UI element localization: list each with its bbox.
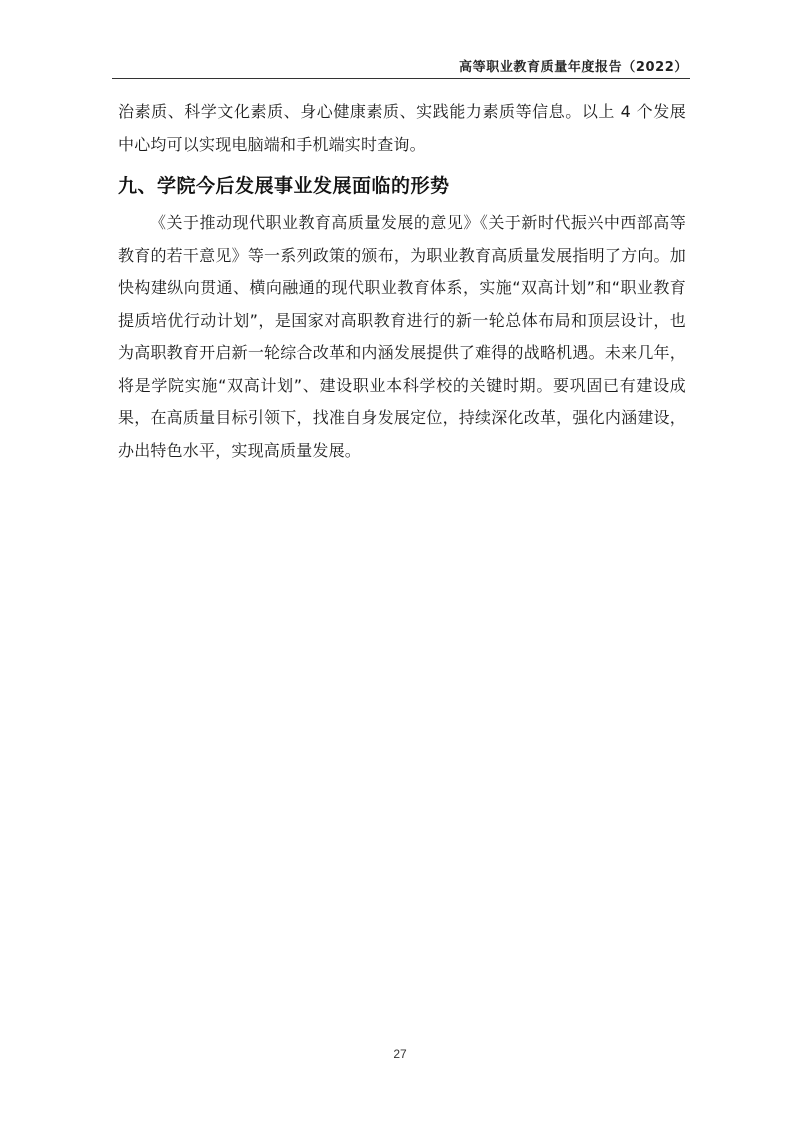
section-heading: 九、学院今后发展事业发展面临的形势 [118,175,450,197]
continued-paragraph: 治素质、科学文化素质、身心健康素质、实践能力素质等信息。以上 4 个发展中心均可以实现电脑端和手机端实时查询。 [118,102,686,154]
body-paragraph: 《关于推动现代职业教育高质量发展的意见》《关于新时代振兴中西部高等教育的若干意见》等一系列政策的颁布，为职业教育高质量发展指明了方向。加快构建纵向贯通、横向融通的现代职业教育体系，实施“双高计划”和“职业教育提质培优行动计划”，是国家对高职教育进行的新一轮总体布局和顶层设计，也为高职教育开启新一轮综合改革和内涵发展提供了难得的战略机遇。未来几年，将是学院实施“双高计划”、建设职业本科学校的关键时期。要巩固已有建设成果，在高质量目标引领下，找准自身发展定位，持续深化改革，强化内涵建设，办出特色水平，实现高质量发展。 [118,213,686,460]
header-rule [112,78,690,79]
running-header-title: 高等职业教育质量年度报告（2022） [459,60,688,75]
page-content [118,96,686,467]
page-number: 27 [393,1047,407,1061]
